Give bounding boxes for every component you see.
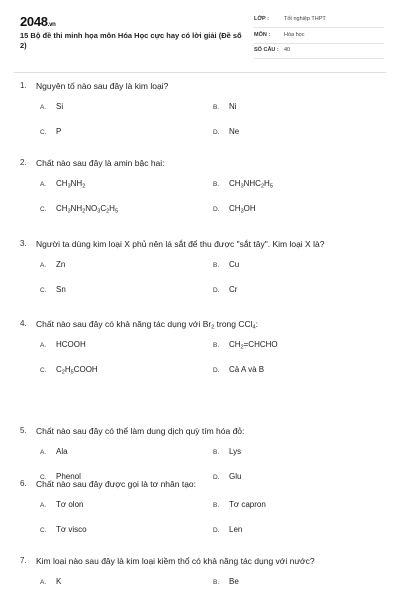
option-text: $CH_3NHC_2H_5$	[229, 179, 273, 190]
option-letter: B.	[213, 449, 220, 456]
option-text: Tơ capron	[229, 500, 266, 509]
question-text: Người ta dùng kim loại X phủ nên lá sắt để thu được "sắt tây". Kim loại X là?	[36, 239, 325, 249]
question-3	[20, 238, 390, 294]
answer-option-c[interactable]	[40, 365, 98, 374]
question-stem	[20, 425, 390, 439]
option-text: $CH_2=CHCHO$	[229, 340, 278, 351]
option-letter: A.	[40, 104, 47, 111]
question-stem	[20, 238, 390, 252]
question-number: 5.	[20, 426, 27, 435]
answer-option-a[interactable]	[40, 447, 68, 456]
option-text: Si	[56, 102, 64, 111]
option-text: $CH_3OH$	[229, 204, 256, 215]
question-6	[20, 478, 390, 534]
option-text: Ni	[229, 102, 237, 111]
answer-option-b[interactable]	[213, 447, 241, 456]
option-text: $C_2H_5COOH$	[56, 365, 98, 376]
option-text: Ne	[229, 127, 240, 136]
option-text: Ala	[56, 447, 68, 456]
question-number: 7.	[20, 556, 27, 565]
answer-option-a[interactable]	[40, 340, 86, 349]
answer-option-d[interactable]	[213, 127, 239, 136]
option-letter: C.	[40, 129, 47, 136]
answer-option-d[interactable]	[213, 204, 256, 213]
question-stem	[20, 478, 390, 492]
answer-option-a[interactable]	[40, 102, 63, 111]
document-title: 15 Bộ đề thi minh họa môn Hóa Học cực hay có lời giải (Đề số 2)	[20, 31, 242, 50]
meta-label: SỐ CÂU :	[254, 47, 279, 53]
option-letter: A.	[40, 579, 47, 586]
document-header	[0, 0, 400, 70]
meta-label: MÔN :	[254, 31, 271, 38]
option-letter: B.	[213, 579, 220, 586]
option-letter: B.	[213, 342, 220, 349]
question-1	[20, 80, 390, 136]
question-number: 1.	[20, 81, 27, 90]
question-4	[20, 318, 390, 376]
meta-row-count	[254, 45, 384, 59]
question-stem	[20, 555, 390, 569]
question-5	[20, 425, 390, 481]
question-number: 3.	[20, 239, 27, 248]
answer-option-b[interactable]	[213, 500, 266, 509]
option-letter: A.	[40, 181, 47, 188]
option-letter: B.	[213, 262, 220, 269]
option-text: Lys	[229, 447, 242, 456]
option-text: Cr	[229, 285, 238, 294]
question-stem	[20, 157, 390, 171]
answer-option-c[interactable]	[40, 204, 118, 213]
answer-option-a[interactable]	[40, 577, 61, 586]
question-number: 6.	[20, 479, 27, 488]
meta-value: Tốt nghiệp THPT	[284, 16, 326, 22]
meta-value: 40	[284, 47, 291, 53]
option-letter: D.	[213, 129, 220, 136]
meta-row-subject	[254, 30, 384, 44]
option-text: HCOOH	[56, 340, 86, 349]
option-text: Tơ olon	[56, 500, 84, 509]
answer-option-d[interactable]	[213, 525, 242, 534]
option-letter: D.	[213, 527, 220, 534]
site-logo[interactable]: 2048.vn	[20, 14, 56, 29]
answer-option-d[interactable]	[213, 285, 237, 294]
option-letter: C.	[40, 527, 47, 534]
option-letter: A.	[40, 262, 47, 269]
question-text: Chất nào sau đây là amin bậc hai:	[36, 158, 165, 168]
meta-label: LỚP :	[254, 16, 269, 22]
answer-option-b[interactable]	[213, 102, 237, 111]
option-letter: C.	[40, 206, 47, 213]
option-text: K	[56, 577, 62, 586]
question-text: Chất nào sau đây được gọi là tơ nhân tạo:	[36, 479, 197, 489]
option-text: $CH_3NH_2NO_3C_2H_5$	[56, 204, 118, 215]
answer-option-b[interactable]	[213, 260, 239, 269]
question-number: 2.	[20, 158, 27, 167]
option-text: P	[56, 127, 62, 136]
option-text: Glu	[229, 472, 242, 481]
option-letter: A.	[40, 342, 47, 349]
option-text: Sn	[56, 285, 66, 294]
option-text: Zn	[56, 260, 66, 269]
header-divider	[14, 72, 386, 73]
answer-option-b[interactable]	[213, 179, 273, 188]
question-stem	[20, 80, 390, 94]
answer-option-c[interactable]	[40, 525, 87, 534]
question-text: Kim loại nào sau đây là kim loại kiềm thổ có khả năng tác dụng với nước?	[36, 556, 315, 566]
answer-option-c[interactable]	[40, 285, 66, 294]
document-meta	[254, 14, 384, 61]
answer-option-c[interactable]	[40, 127, 61, 136]
option-letter: B.	[213, 502, 220, 509]
option-letter: C.	[40, 367, 47, 374]
option-text: Len	[229, 525, 243, 534]
option-text: $CH_3NH_2$	[56, 179, 86, 190]
question-2	[20, 157, 390, 215]
option-text: Be	[229, 577, 239, 586]
option-letter: D.	[213, 206, 220, 213]
meta-value: Hóa học	[284, 31, 305, 38]
question-text: Nguyên tố nào sau đây là kim loại?	[36, 81, 169, 91]
option-letter: D.	[213, 367, 220, 374]
option-letter: A.	[40, 449, 47, 456]
option-letter: A.	[40, 502, 47, 509]
answer-option-d[interactable]	[213, 365, 264, 374]
question-number: 4.	[20, 319, 27, 328]
option-letter: C.	[40, 287, 47, 294]
question-7	[20, 555, 390, 586]
option-letter: D.	[213, 474, 220, 481]
option-text: Tơ visco	[56, 525, 87, 534]
answer-option-b[interactable]	[213, 577, 239, 586]
question-stem	[20, 318, 390, 332]
option-letter: D.	[213, 287, 220, 294]
option-letter: C.	[40, 474, 47, 481]
option-text: Cả A và B	[229, 365, 265, 374]
option-letter: B.	[213, 104, 220, 111]
option-text: Phenol	[56, 472, 81, 481]
question-text: Chất nào sau đây có khả năng tác dụng với $Br_2$ trong CCl$_4$:	[36, 319, 258, 331]
meta-row-grade	[254, 14, 384, 28]
option-text: Cu	[229, 260, 240, 269]
question-text: Chất nào sau đây có thể làm dung dịch quỳ tím hóa đỏ:	[36, 426, 245, 436]
option-letter: B.	[213, 181, 220, 188]
answer-option-a[interactable]	[40, 260, 65, 269]
answer-option-b[interactable]	[213, 340, 278, 349]
answer-option-a[interactable]	[40, 179, 85, 188]
answer-option-a[interactable]	[40, 500, 83, 509]
